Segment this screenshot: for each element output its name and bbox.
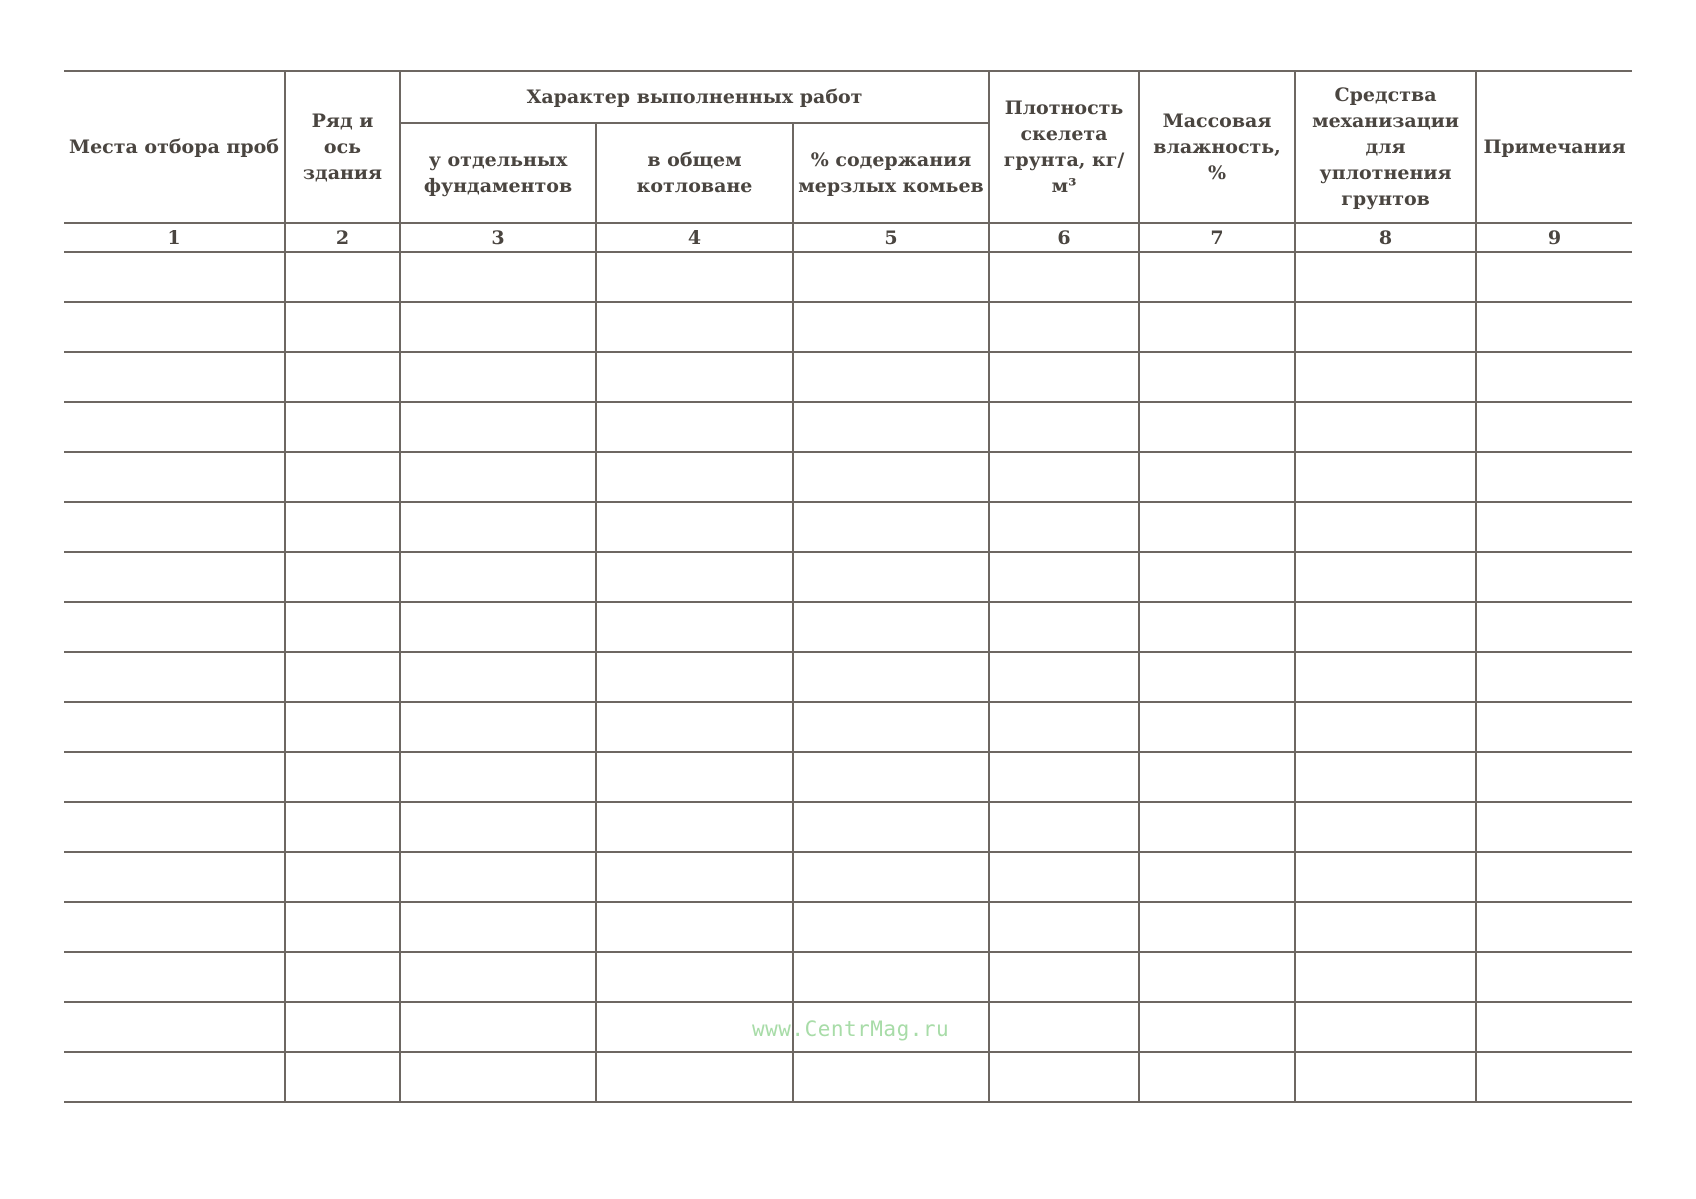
table-cell[interactable]: [285, 1052, 400, 1102]
table-cell[interactable]: [596, 852, 793, 902]
table-row: [64, 752, 1632, 802]
table-cell[interactable]: [793, 602, 989, 652]
table-cell[interactable]: [1295, 1002, 1476, 1052]
table-cell[interactable]: [285, 502, 400, 552]
table-row: [64, 952, 1632, 1002]
table-cell[interactable]: [64, 552, 285, 602]
table-cell[interactable]: [596, 802, 793, 852]
table-cell[interactable]: [1476, 702, 1632, 752]
table-cell[interactable]: [1295, 1052, 1476, 1102]
table-cell[interactable]: [285, 652, 400, 702]
table-cell[interactable]: [1139, 852, 1295, 902]
table-cell[interactable]: [793, 802, 989, 852]
table-cell[interactable]: [64, 702, 285, 752]
table-cell[interactable]: [989, 502, 1139, 552]
table-cell[interactable]: [1476, 402, 1632, 452]
table-cell[interactable]: [1139, 952, 1295, 1002]
table-cell[interactable]: [1295, 952, 1476, 1002]
table-cell[interactable]: [596, 552, 793, 602]
table-cell[interactable]: [1139, 1052, 1295, 1102]
table-cell[interactable]: [596, 252, 793, 302]
table-cell[interactable]: [1139, 402, 1295, 452]
table-cell[interactable]: [1295, 452, 1476, 502]
header-moisture: Массовая влажность, %: [1139, 71, 1295, 223]
table-cell[interactable]: [1295, 902, 1476, 952]
table-cell[interactable]: [400, 352, 596, 402]
table-cell[interactable]: [989, 1002, 1139, 1052]
table-cell[interactable]: [285, 302, 400, 352]
table-cell[interactable]: [1476, 1002, 1632, 1052]
column-number: 4: [596, 223, 793, 252]
table-cell[interactable]: [285, 902, 400, 952]
table-cell[interactable]: [1476, 452, 1632, 502]
table-cell[interactable]: [989, 652, 1139, 702]
table-cell[interactable]: [1139, 452, 1295, 502]
table-cell[interactable]: [285, 552, 400, 602]
table-cell[interactable]: [64, 1002, 285, 1052]
table-cell[interactable]: [989, 602, 1139, 652]
table-cell[interactable]: [1295, 302, 1476, 352]
table-cell[interactable]: [1139, 652, 1295, 702]
table-cell[interactable]: [1476, 252, 1632, 302]
table-cell[interactable]: [400, 1002, 596, 1052]
table-cell[interactable]: [989, 802, 1139, 852]
table-cell[interactable]: [1295, 502, 1476, 552]
table-cell[interactable]: [793, 352, 989, 402]
table-cell[interactable]: [285, 602, 400, 652]
column-number: 7: [1139, 223, 1295, 252]
table-row: [64, 302, 1632, 352]
table-cell[interactable]: [285, 352, 400, 402]
table-cell[interactable]: [1295, 802, 1476, 852]
table-row: [64, 702, 1632, 752]
table-cell[interactable]: [400, 552, 596, 602]
table-row: [64, 502, 1632, 552]
table-cell[interactable]: [1476, 552, 1632, 602]
table-cell[interactable]: [400, 952, 596, 1002]
table-cell[interactable]: [596, 602, 793, 652]
table-cell[interactable]: [64, 752, 285, 802]
table-cell[interactable]: [1476, 802, 1632, 852]
table-cell[interactable]: [1295, 402, 1476, 452]
table-cell[interactable]: [400, 402, 596, 452]
table-cell[interactable]: [793, 552, 989, 602]
table-cell[interactable]: [400, 702, 596, 752]
table-cell[interactable]: [1476, 852, 1632, 902]
table-cell[interactable]: [989, 852, 1139, 902]
table-cell[interactable]: [285, 702, 400, 752]
table-cell[interactable]: [285, 802, 400, 852]
table-cell[interactable]: [1476, 952, 1632, 1002]
table-cell[interactable]: [989, 452, 1139, 502]
table-cell[interactable]: [793, 252, 989, 302]
header-work-nature-group: Характер выполненных работ: [400, 71, 989, 123]
table-cell[interactable]: [596, 652, 793, 702]
table-cell[interactable]: [989, 252, 1139, 302]
table-cell[interactable]: [1139, 602, 1295, 652]
table-cell[interactable]: [400, 1052, 596, 1102]
table-cell[interactable]: [400, 302, 596, 352]
table-row: [64, 602, 1632, 652]
table-row: [64, 252, 1632, 302]
table-cell[interactable]: [64, 802, 285, 852]
table-cell[interactable]: [1139, 252, 1295, 302]
table-cell[interactable]: [64, 402, 285, 452]
table-cell[interactable]: [1295, 752, 1476, 802]
table-cell[interactable]: [596, 502, 793, 552]
table-cell[interactable]: [400, 852, 596, 902]
table-cell[interactable]: [400, 652, 596, 702]
table-cell[interactable]: [989, 402, 1139, 452]
table-cell[interactable]: [596, 952, 793, 1002]
table-cell[interactable]: [1139, 552, 1295, 602]
table-cell[interactable]: [596, 752, 793, 802]
column-number: 8: [1295, 223, 1476, 252]
table-cell[interactable]: [1476, 902, 1632, 952]
table-cell[interactable]: [64, 452, 285, 502]
header-separate-foundations: у отдельных фундаментов: [400, 123, 596, 223]
table-cell[interactable]: [596, 702, 793, 752]
watermark-text: www.CentrMag.ru: [752, 1017, 950, 1041]
table-cell[interactable]: [285, 852, 400, 902]
table-cell[interactable]: [1476, 302, 1632, 352]
table-cell[interactable]: [989, 302, 1139, 352]
table-cell[interactable]: [285, 752, 400, 802]
table-cell[interactable]: [1139, 802, 1295, 852]
table-cell[interactable]: [285, 952, 400, 1002]
table-row: [64, 852, 1632, 902]
table-cell[interactable]: [1476, 752, 1632, 802]
table-cell[interactable]: [1295, 252, 1476, 302]
header-row: [64, 71, 1632, 123]
table-row: [64, 1052, 1632, 1102]
header-compaction-means: Средства механизации для уплотнения грунтов: [1295, 71, 1476, 223]
column-number: 5: [793, 223, 989, 252]
table-cell[interactable]: [1476, 502, 1632, 552]
table-cell[interactable]: [793, 402, 989, 452]
table-cell[interactable]: [989, 352, 1139, 402]
table-cell[interactable]: [793, 302, 989, 352]
table-cell[interactable]: [400, 752, 596, 802]
table-cell[interactable]: [285, 1002, 400, 1052]
table-cell[interactable]: [64, 252, 285, 302]
header-frozen-lumps: % содержания мерзлых комьев: [793, 123, 989, 223]
table-row: [64, 452, 1632, 502]
table-row: [64, 802, 1632, 852]
column-number: 1: [64, 223, 285, 252]
table-cell[interactable]: [793, 502, 989, 552]
table-cell[interactable]: [793, 652, 989, 702]
table-cell[interactable]: [989, 902, 1139, 952]
table-cell[interactable]: [1139, 702, 1295, 752]
table-cell[interactable]: [285, 452, 400, 502]
table-cell[interactable]: [989, 952, 1139, 1002]
table-cell[interactable]: [1476, 352, 1632, 402]
column-number-row: [64, 223, 1632, 252]
header-notes: Примечания: [1476, 71, 1632, 223]
table-cell[interactable]: [285, 252, 400, 302]
table-cell[interactable]: [793, 452, 989, 502]
table-cell[interactable]: [400, 602, 596, 652]
table-cell[interactable]: [793, 702, 989, 752]
table-cell[interactable]: [1295, 552, 1476, 602]
table-cell[interactable]: [1139, 302, 1295, 352]
table-cell[interactable]: [400, 452, 596, 502]
table-row: [64, 652, 1632, 702]
table-cell[interactable]: [1139, 352, 1295, 402]
table-cell[interactable]: [1139, 502, 1295, 552]
table-cell[interactable]: [400, 802, 596, 852]
table-cell[interactable]: [989, 1052, 1139, 1102]
table-cell[interactable]: [1476, 1052, 1632, 1102]
table-cell[interactable]: [989, 752, 1139, 802]
table-cell[interactable]: [1139, 902, 1295, 952]
table-cell[interactable]: [596, 302, 793, 352]
header-sampling-places: Места отбора проб: [64, 71, 285, 223]
table-cell[interactable]: [64, 502, 285, 552]
table-cell[interactable]: [400, 502, 596, 552]
column-number: 6: [989, 223, 1139, 252]
table-cell[interactable]: [596, 352, 793, 402]
table-cell[interactable]: [1139, 1002, 1295, 1052]
table-cell[interactable]: [989, 552, 1139, 602]
table-cell[interactable]: [793, 852, 989, 902]
table-cell[interactable]: [64, 1052, 285, 1102]
soil-sampling-table: [64, 70, 1632, 1103]
table-cell[interactable]: [64, 302, 285, 352]
table-cell[interactable]: [64, 602, 285, 652]
table-cell[interactable]: [64, 902, 285, 952]
table-cell[interactable]: [793, 952, 989, 1002]
journal-form: [64, 70, 1632, 1103]
table-cell[interactable]: [596, 1052, 793, 1102]
header-soil-density: Плотность скелета грунта, кг/м³: [989, 71, 1139, 223]
table-cell[interactable]: [400, 252, 596, 302]
header-row-and-axis: Ряд и ось здания: [285, 71, 400, 223]
table-cell[interactable]: [1295, 352, 1476, 402]
table-cell[interactable]: [64, 852, 285, 902]
column-number: 9: [1476, 223, 1632, 252]
table-cell[interactable]: [1295, 852, 1476, 902]
column-number: 2: [285, 223, 400, 252]
table-cell[interactable]: [64, 652, 285, 702]
column-number: 3: [400, 223, 596, 252]
table-cell[interactable]: [285, 402, 400, 452]
table-row: [64, 352, 1632, 402]
table-cell[interactable]: [1295, 652, 1476, 702]
table-row: [64, 402, 1632, 452]
table-cell[interactable]: [1295, 602, 1476, 652]
table-cell[interactable]: [1476, 602, 1632, 652]
table-cell[interactable]: [64, 352, 285, 402]
table-cell[interactable]: [793, 902, 989, 952]
table-cell[interactable]: [989, 702, 1139, 752]
table-cell[interactable]: [793, 1052, 989, 1102]
table-cell[interactable]: [596, 452, 793, 502]
table-cell[interactable]: [596, 902, 793, 952]
header-common-pit: в общем котловане: [596, 123, 793, 223]
table-cell[interactable]: [1476, 652, 1632, 702]
table-cell[interactable]: [400, 902, 596, 952]
table-cell[interactable]: [596, 402, 793, 452]
table-cell[interactable]: [1139, 752, 1295, 802]
table-row: [64, 902, 1632, 952]
table-cell[interactable]: [1295, 702, 1476, 752]
table-cell[interactable]: [793, 752, 989, 802]
table-row: [64, 552, 1632, 602]
table-cell[interactable]: [64, 952, 285, 1002]
